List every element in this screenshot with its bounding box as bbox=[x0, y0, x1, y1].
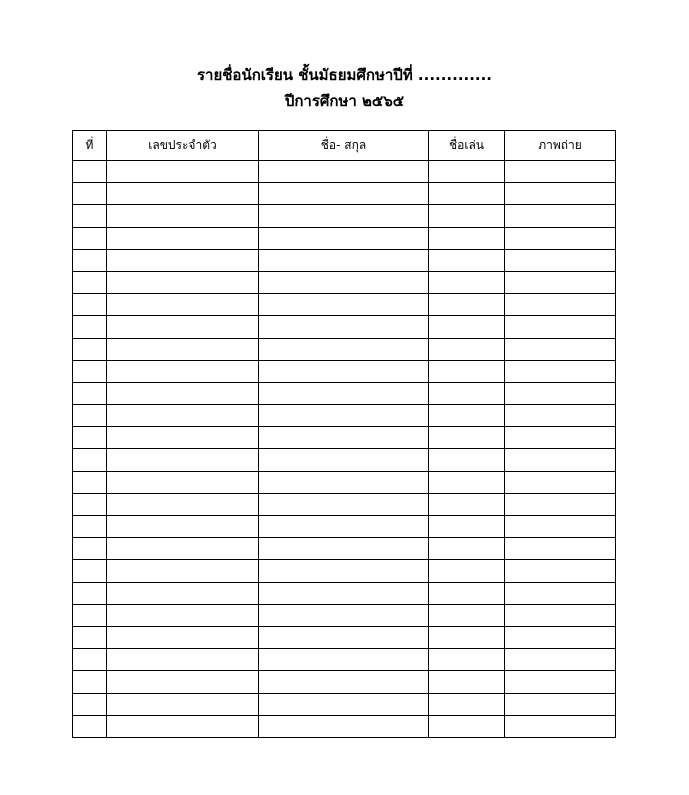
table-row bbox=[73, 516, 616, 538]
cell-number bbox=[73, 449, 107, 471]
cell-student-id bbox=[107, 338, 259, 360]
cell-number bbox=[73, 405, 107, 427]
cell-full-name bbox=[259, 227, 429, 249]
cell-student-id bbox=[107, 271, 259, 293]
cell-full-name bbox=[259, 249, 429, 271]
cell-nickname bbox=[429, 715, 505, 737]
cell-nickname bbox=[429, 249, 505, 271]
cell-student-id bbox=[107, 294, 259, 316]
cell-student-id bbox=[107, 471, 259, 493]
cell-photo bbox=[505, 427, 616, 449]
cell-full-name bbox=[259, 715, 429, 737]
table-row bbox=[73, 560, 616, 582]
cell-photo bbox=[505, 538, 616, 560]
table-row bbox=[73, 249, 616, 271]
cell-photo bbox=[505, 360, 616, 382]
cell-student-id bbox=[107, 427, 259, 449]
cell-number bbox=[73, 294, 107, 316]
cell-student-id bbox=[107, 715, 259, 737]
table-row bbox=[73, 227, 616, 249]
cell-number bbox=[73, 271, 107, 293]
cell-full-name bbox=[259, 560, 429, 582]
cell-nickname bbox=[429, 693, 505, 715]
table-row bbox=[73, 382, 616, 404]
cell-student-id bbox=[107, 382, 259, 404]
cell-photo bbox=[505, 449, 616, 471]
cell-number bbox=[73, 560, 107, 582]
header-full-name: ชื่อ- สกุล bbox=[259, 131, 429, 161]
cell-student-id bbox=[107, 205, 259, 227]
cell-full-name bbox=[259, 582, 429, 604]
cell-nickname bbox=[429, 449, 505, 471]
cell-number bbox=[73, 516, 107, 538]
cell-number bbox=[73, 493, 107, 515]
cell-photo bbox=[505, 338, 616, 360]
cell-photo bbox=[505, 493, 616, 515]
cell-number bbox=[73, 626, 107, 648]
cell-number bbox=[73, 249, 107, 271]
cell-nickname bbox=[429, 316, 505, 338]
cell-photo bbox=[505, 649, 616, 671]
cell-photo bbox=[505, 294, 616, 316]
cell-photo bbox=[505, 405, 616, 427]
table-row bbox=[73, 316, 616, 338]
cell-number bbox=[73, 360, 107, 382]
table-row bbox=[73, 715, 616, 737]
cell-number bbox=[73, 604, 107, 626]
cell-nickname bbox=[429, 360, 505, 382]
cell-photo bbox=[505, 183, 616, 205]
cell-nickname bbox=[429, 405, 505, 427]
cell-number bbox=[73, 161, 107, 183]
cell-student-id bbox=[107, 161, 259, 183]
cell-number bbox=[73, 316, 107, 338]
cell-student-id bbox=[107, 693, 259, 715]
cell-nickname bbox=[429, 427, 505, 449]
cell-student-id bbox=[107, 626, 259, 648]
cell-nickname bbox=[429, 516, 505, 538]
cell-full-name bbox=[259, 427, 429, 449]
table-row bbox=[73, 294, 616, 316]
cell-full-name bbox=[259, 449, 429, 471]
cell-student-id bbox=[107, 671, 259, 693]
cell-nickname bbox=[429, 471, 505, 493]
cell-photo bbox=[505, 560, 616, 582]
cell-full-name bbox=[259, 493, 429, 515]
table-row bbox=[73, 405, 616, 427]
cell-full-name bbox=[259, 604, 429, 626]
table-row bbox=[73, 538, 616, 560]
table-row bbox=[73, 183, 616, 205]
table-body bbox=[73, 161, 616, 738]
cell-full-name bbox=[259, 360, 429, 382]
cell-full-name bbox=[259, 693, 429, 715]
cell-nickname bbox=[429, 338, 505, 360]
cell-student-id bbox=[107, 493, 259, 515]
cell-nickname bbox=[429, 271, 505, 293]
table-row bbox=[73, 338, 616, 360]
cell-student-id bbox=[107, 360, 259, 382]
cell-number bbox=[73, 382, 107, 404]
cell-full-name bbox=[259, 338, 429, 360]
cell-nickname bbox=[429, 671, 505, 693]
cell-number bbox=[73, 205, 107, 227]
table-row bbox=[73, 604, 616, 626]
cell-nickname bbox=[429, 493, 505, 515]
cell-student-id bbox=[107, 449, 259, 471]
table-row bbox=[73, 626, 616, 648]
cell-number bbox=[73, 227, 107, 249]
student-roster-table bbox=[72, 130, 616, 738]
header-photo: ภาพถ่าย bbox=[505, 131, 616, 161]
table-row bbox=[73, 582, 616, 604]
cell-nickname bbox=[429, 626, 505, 648]
cell-photo bbox=[505, 693, 616, 715]
cell-photo bbox=[505, 604, 616, 626]
cell-photo bbox=[505, 626, 616, 648]
cell-number bbox=[73, 715, 107, 737]
cell-photo bbox=[505, 715, 616, 737]
document-title: รายชื่อนักเรียน ชั้นมัธยมศึกษาปีที่ ............. bbox=[196, 66, 493, 84]
cell-nickname bbox=[429, 649, 505, 671]
cell-full-name bbox=[259, 649, 429, 671]
table-row bbox=[73, 493, 616, 515]
cell-nickname bbox=[429, 161, 505, 183]
cell-photo bbox=[505, 249, 616, 271]
table-row bbox=[73, 449, 616, 471]
cell-full-name bbox=[259, 294, 429, 316]
cell-photo bbox=[505, 227, 616, 249]
cell-student-id bbox=[107, 649, 259, 671]
cell-full-name bbox=[259, 205, 429, 227]
cell-student-id bbox=[107, 538, 259, 560]
cell-photo bbox=[505, 271, 616, 293]
table-row bbox=[73, 671, 616, 693]
academic-year-subtitle: ปีการศึกษา ๒๕๖๕ bbox=[284, 92, 405, 110]
cell-student-id bbox=[107, 227, 259, 249]
cell-student-id bbox=[107, 316, 259, 338]
cell-photo bbox=[505, 316, 616, 338]
cell-number bbox=[73, 693, 107, 715]
cell-number bbox=[73, 427, 107, 449]
cell-full-name bbox=[259, 316, 429, 338]
header-number: ที่ bbox=[73, 131, 107, 161]
cell-photo bbox=[505, 582, 616, 604]
cell-number bbox=[73, 671, 107, 693]
cell-full-name bbox=[259, 538, 429, 560]
cell-full-name bbox=[259, 183, 429, 205]
cell-nickname bbox=[429, 294, 505, 316]
cell-nickname bbox=[429, 227, 505, 249]
cell-student-id bbox=[107, 582, 259, 604]
cell-full-name bbox=[259, 382, 429, 404]
cell-full-name bbox=[259, 405, 429, 427]
table-row bbox=[73, 360, 616, 382]
cell-photo bbox=[505, 471, 616, 493]
table-row bbox=[73, 427, 616, 449]
cell-nickname bbox=[429, 604, 505, 626]
table-row bbox=[73, 161, 616, 183]
cell-student-id bbox=[107, 249, 259, 271]
cell-nickname bbox=[429, 205, 505, 227]
cell-student-id bbox=[107, 183, 259, 205]
cell-number bbox=[73, 582, 107, 604]
table-row bbox=[73, 205, 616, 227]
table-header-row bbox=[73, 131, 616, 161]
cell-number bbox=[73, 538, 107, 560]
cell-full-name bbox=[259, 271, 429, 293]
cell-student-id bbox=[107, 405, 259, 427]
cell-nickname bbox=[429, 538, 505, 560]
table-row bbox=[73, 693, 616, 715]
cell-number bbox=[73, 471, 107, 493]
cell-full-name bbox=[259, 626, 429, 648]
cell-nickname bbox=[429, 560, 505, 582]
cell-student-id bbox=[107, 516, 259, 538]
cell-photo bbox=[505, 205, 616, 227]
cell-number bbox=[73, 183, 107, 205]
table-row bbox=[73, 649, 616, 671]
cell-full-name bbox=[259, 671, 429, 693]
cell-photo bbox=[505, 382, 616, 404]
cell-number bbox=[73, 338, 107, 360]
cell-full-name bbox=[259, 516, 429, 538]
cell-photo bbox=[505, 161, 616, 183]
cell-nickname bbox=[429, 382, 505, 404]
header-student-id: เลขประจำตัว bbox=[107, 131, 259, 161]
cell-photo bbox=[505, 516, 616, 538]
cell-student-id bbox=[107, 604, 259, 626]
cell-number bbox=[73, 649, 107, 671]
header-nickname: ชื่อเล่น bbox=[429, 131, 505, 161]
cell-full-name bbox=[259, 471, 429, 493]
cell-nickname bbox=[429, 183, 505, 205]
cell-nickname bbox=[429, 582, 505, 604]
table-row bbox=[73, 271, 616, 293]
cell-full-name bbox=[259, 161, 429, 183]
cell-student-id bbox=[107, 560, 259, 582]
cell-photo bbox=[505, 671, 616, 693]
table-row bbox=[73, 471, 616, 493]
